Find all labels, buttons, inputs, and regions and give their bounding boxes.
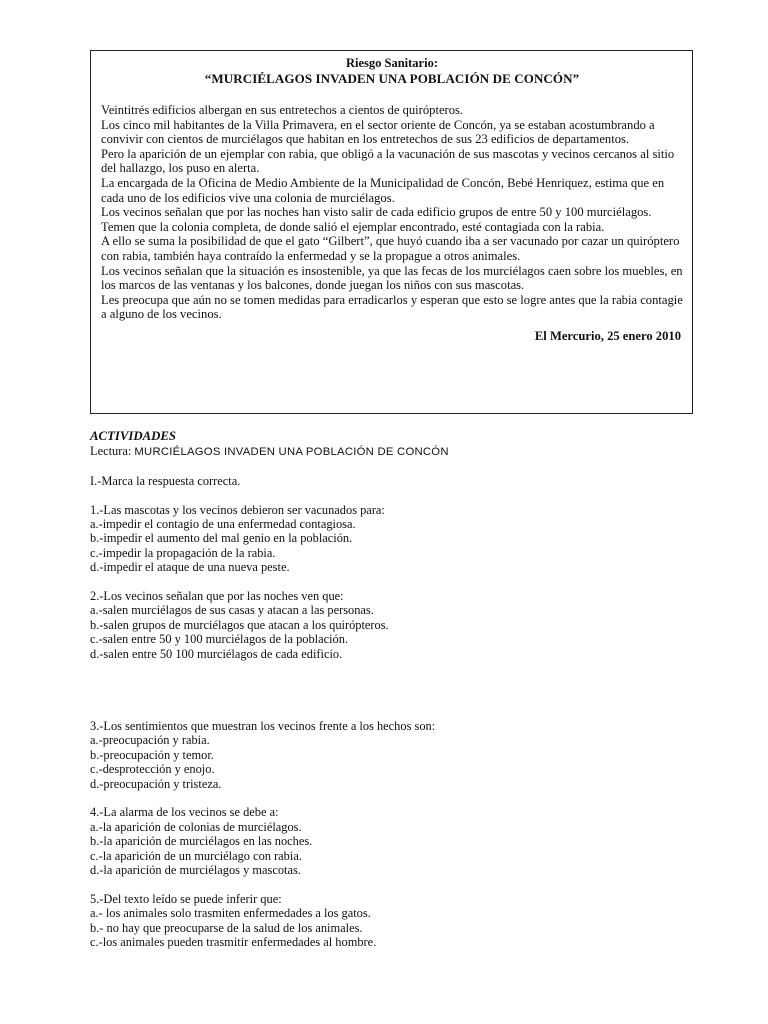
answer-option: a.-preocupación y rabia. xyxy=(90,733,210,748)
answer-option: c.-desprotección y enojo. xyxy=(90,762,215,777)
article-title: “MURCIÉLAGOS INVADEN UNA POBLACIÓN DE CONCÓN” xyxy=(204,71,580,86)
article-paragraph: Los vecinos señalan que la situación es insostenible, ya que las fecas de los murciélagos caen sobre los muebles, en los marcos de las ventanas y los balcones, donde juegan los niños con sus mascotas. xyxy=(101,263,683,293)
answer-option: c.-salen entre 50 y 100 murciélagos de la población. xyxy=(90,632,349,647)
answer-option: c.-la aparición de un murciélago con rabia. xyxy=(90,848,302,863)
answer-option: b.-preocupación y temor. xyxy=(90,747,214,762)
answer-option: d.-la aparición de murciélagos y mascotas. xyxy=(90,863,301,878)
article-paragraph: A ello se suma la posibilidad de que el gato “Gilbert”, que huyó cuando iba a ser vacunado por cazar un quiróptero con rabia, también haya contraído la enfermedad y se la propague a otros animales. xyxy=(101,234,680,263)
article-paragraph: Pero la aparición de un ejemplar con rabia, que obligó a la vacunación de sus mascotas y vecinos cercanos al sitio del hallazgo, los puso en alerta. xyxy=(101,146,675,176)
answer-option: d.-salen entre 50 100 murciélagos de cada edificio. xyxy=(90,646,343,661)
article-paragraph: Temen que la colonia completa, de donde salió el ejemplar encontrado, esté contagiada con la rabia. xyxy=(101,219,605,234)
answer-option: a.-impedir el contagio de una enfermedad contagiosa. xyxy=(90,517,356,531)
activities-title: ACTIVIDADES xyxy=(90,429,177,443)
article-paragraph: La encargada de la Oficina de Medio Ambiente de la Municipalidad de Concón, Bebé Henriquez, estima que en cada uno de los edificios vive una colonia de murciélagos. xyxy=(101,175,665,205)
instruction: I.-Marca la respuesta correcta. xyxy=(90,473,241,488)
answer-option: b.- no hay que preocuparse de la salud de los animales. xyxy=(90,920,363,935)
question-5 xyxy=(90,892,710,950)
reading-label: Lectura: xyxy=(90,444,132,458)
article-box xyxy=(90,50,693,414)
answer-option: d.-impedir el ataque de una nueva peste. xyxy=(90,560,290,575)
answer-option: b.-la aparición de murciélagos en las noches. xyxy=(90,834,313,849)
article-source: El Mercurio, 25 enero 2010 xyxy=(534,328,681,343)
answer-option: b.-salen grupos de murciélagos que atacan a los quirópteros. xyxy=(90,617,389,632)
question-3 xyxy=(90,719,710,791)
question-2 xyxy=(90,589,710,661)
answer-option: c.-impedir la propagación de la rabia. xyxy=(90,545,276,560)
answer-option: c.-los animales pueden trasmitir enfermedades al hombre. xyxy=(90,935,377,950)
article-paragraph: Los cinco mil habitantes de la Villa Primavera, en el sector oriente de Concón, ya se estaban acostumbrando a convivir con cientos de murciélagos que habitan en los entretechos de sus 23 edificios de departamentos. xyxy=(101,117,655,147)
question-4 xyxy=(90,805,710,877)
answer-option: a.-la aparición de colonias de murciélagos. xyxy=(90,819,302,834)
question-text: 3.-Los sentimientos que muestran los vecinos frente a los hechos son: xyxy=(90,719,436,734)
article-body xyxy=(101,103,683,322)
question-text: 2.-Los vecinos señalan que por las noches ven que: xyxy=(90,589,344,604)
article-paragraph: Veintitrés edificios albergan en sus entretechos a cientos de quirópteros. xyxy=(101,103,464,117)
answer-option: d.-preocupación y tristeza. xyxy=(90,776,222,791)
question-1 xyxy=(90,503,710,575)
article-heading: Riesgo Sanitario: xyxy=(345,56,438,70)
question-text: 4.-La alarma de los vecinos se debe a: xyxy=(90,805,279,820)
question-text: 5.-Del texto leído se puede inferir que: xyxy=(90,891,282,906)
answer-option: b.-impedir el aumento del mal genio en la población. xyxy=(90,531,353,546)
reading-line xyxy=(90,444,710,459)
question-text: 1.-Las mascotas y los vecinos debieron ser vacunados para: xyxy=(90,502,385,517)
article-paragraph: Les preocupa que aún no se tomen medidas para erradicarlos y esperan que esto se logre antes que la rabia contagie a alguno de los vecinos. xyxy=(101,292,683,322)
reading-title: MURCIÉLAGOS INVADEN UNA POBLACIÓN DE CONCÓN xyxy=(134,446,449,458)
answer-option: a.-salen murciélagos de sus casas y atacan a las personas. xyxy=(90,603,374,618)
activities-section xyxy=(90,429,710,950)
answer-option: a.- los animales solo trasmiten enfermedades a los gatos. xyxy=(90,906,371,921)
article-paragraph: Los vecinos señalan que por las noches han visto salir de cada edificio grupos de entre 50 y 100 murciélagos. xyxy=(101,205,652,220)
